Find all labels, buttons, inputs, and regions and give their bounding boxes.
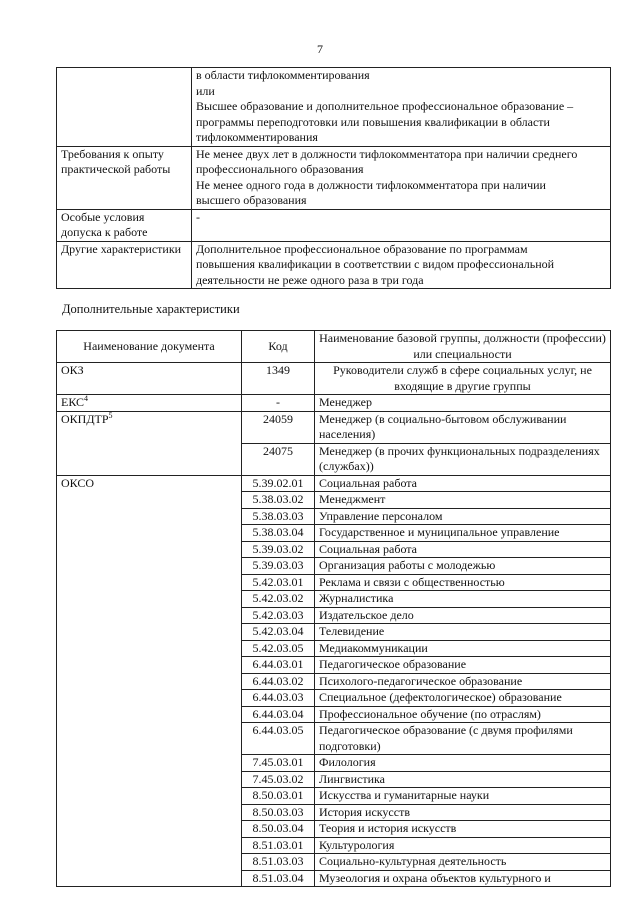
table-row (57, 68, 611, 147)
group-name-cell: Менеджер (в социально-бытовом обслуживании населения) (315, 411, 611, 443)
requirement-line: Дополнительное профессиональное образование по программам (196, 241, 528, 256)
requirement-line: Не менее одного года в должности тифлокомментатора при наличии (196, 177, 546, 192)
header-document: Наименование документа (57, 331, 242, 363)
code-cell: 8.50.03.04 (242, 821, 315, 838)
code-cell: 6.44.03.05 (242, 723, 315, 755)
table-row (57, 475, 611, 492)
group-name-cell: Педагогическое образование (с двумя профилями подготовки) (315, 723, 611, 755)
additional-characteristics-table (56, 330, 611, 887)
group-name-cell: Социальная работа (315, 541, 611, 558)
requirement-value (192, 68, 611, 147)
code-cell: 5.39.03.02 (242, 541, 315, 558)
code-cell: 7.45.03.02 (242, 771, 315, 788)
group-name-cell: Телевидение (315, 624, 611, 641)
requirement-line: - (196, 209, 200, 224)
group-name-cell: Профессиональное обучение (по отраслям) (315, 706, 611, 723)
requirement-line: профессионального образования (196, 162, 364, 176)
code-cell: 1349 (242, 363, 315, 395)
code-cell: 5.42.03.05 (242, 640, 315, 657)
group-name-cell: Управление персоналом (315, 508, 611, 525)
requirement-label (57, 68, 192, 147)
requirement-value (192, 241, 611, 289)
group-name-cell: Издательское дело (315, 607, 611, 624)
code-cell: - (242, 395, 315, 412)
footnote-ref: 5 (108, 410, 113, 420)
code-cell: 6.44.03.02 (242, 673, 315, 690)
table-row (57, 363, 611, 395)
page-number: 7 (317, 42, 323, 56)
code-cell: 5.42.03.04 (242, 624, 315, 641)
table-row (57, 209, 611, 241)
group-name-cell: Реклама и связи с общественностью (315, 574, 611, 591)
requirement-line: в области тифлокомментирования (196, 68, 370, 82)
code-cell: 8.51.03.01 (242, 837, 315, 854)
table-row (57, 411, 611, 443)
requirement-label: Особые условия допуска к работе (57, 209, 192, 241)
code-cell: 5.42.03.02 (242, 591, 315, 608)
header-group-name: Наименование базовой группы, должности (профессии) или специальности (315, 331, 611, 363)
group-name-cell: Педагогическое образование (315, 657, 611, 674)
code-cell: 8.50.03.03 (242, 804, 315, 821)
requirement-label: Другие характеристики (57, 241, 192, 289)
requirement-value (192, 209, 611, 241)
code-cell: 7.45.03.01 (242, 755, 315, 772)
document-label: ОКПДТР (61, 411, 109, 426)
code-cell: 8.51.03.03 (242, 854, 315, 871)
group-name-cell: Менеджер (в прочих функциональных подразделениях (службах)) (315, 443, 611, 475)
requirement-value (192, 146, 611, 209)
table-row (57, 241, 611, 289)
group-name-cell: Искусства и гуманитарные науки (315, 788, 611, 805)
document-label: ЕКС (61, 395, 85, 409)
requirement-line: повышения квалификации в соответствии с видом профессиональной (196, 257, 555, 271)
group-name-cell: Социальная работа (315, 475, 611, 492)
group-name-cell: Социально-культурная деятельность (315, 854, 611, 871)
code-cell: 5.42.03.01 (242, 574, 315, 591)
group-name-cell: Филология (315, 755, 611, 772)
requirement-line: деятельности не реже одного раза в три года (196, 272, 424, 287)
group-name-cell: Специальное (дефектологическое) образование (315, 690, 611, 707)
code-cell: 24075 (242, 443, 315, 475)
group-name-cell: Журналистика (315, 591, 611, 608)
code-cell: 5.39.03.03 (242, 558, 315, 575)
table-row (57, 146, 611, 209)
code-cell: 6.44.03.01 (242, 657, 315, 674)
document-name (57, 475, 242, 887)
document-label: ОКСО (61, 475, 95, 490)
code-cell: 24059 (242, 411, 315, 443)
group-name-cell: Менеджмент (315, 492, 611, 509)
section-title: Дополнительные характеристики (62, 302, 240, 316)
table-header-row (57, 331, 611, 363)
header-code: Код (242, 331, 315, 363)
code-cell: 8.50.03.01 (242, 788, 315, 805)
document-name (57, 411, 242, 475)
footnote-ref: 4 (84, 394, 89, 403)
code-cell: 6.44.03.03 (242, 690, 315, 707)
code-cell: 8.51.03.04 (242, 870, 315, 887)
group-name-cell: Медиакоммуникации (315, 640, 611, 657)
group-name-cell: Организация работы с молодежью (315, 558, 611, 575)
requirement-line: высшего образования (196, 193, 307, 207)
group-name-cell: Психолого-педагогическое образование (315, 673, 611, 690)
requirements-table (56, 67, 611, 289)
document-label: ОКЗ (61, 363, 84, 377)
group-name-cell: Лингвистика (315, 771, 611, 788)
document-name (57, 363, 242, 395)
document-name (57, 395, 242, 412)
code-cell: 5.38.03.03 (242, 508, 315, 525)
code-cell: 5.38.03.02 (242, 492, 315, 509)
table-row (57, 395, 611, 412)
code-cell: 5.42.03.03 (242, 607, 315, 624)
requirement-line: программы переподготовки или повышения квалификации в области (196, 114, 550, 129)
requirement-line: тифлокомментирования (196, 130, 318, 144)
group-name-cell: Теория и история искусств (315, 821, 611, 838)
group-name-cell: Музеология и охрана объектов культурного и (315, 870, 611, 887)
requirement-line: Не менее двух лет в должности тифлокомментатора при наличии среднего (196, 146, 578, 161)
code-cell: 5.39.02.01 (242, 475, 315, 492)
group-name-cell: Руководители служб в сфере социальных услуг, не входящие в другие группы (315, 363, 611, 395)
code-cell: 6.44.03.04 (242, 706, 315, 723)
group-name-cell: Культурология (315, 837, 611, 854)
group-name-cell: Государственное и муниципальное управление (315, 525, 611, 542)
group-name-cell: Менеджер (315, 395, 611, 412)
requirement-line: Высшее образование и дополнительное профессиональное образование – (196, 99, 574, 113)
requirement-line: или (196, 83, 215, 98)
group-name-cell: История искусств (315, 804, 611, 821)
requirement-label: Требования к опыту практической работы (57, 146, 192, 209)
code-cell: 5.38.03.04 (242, 525, 315, 542)
